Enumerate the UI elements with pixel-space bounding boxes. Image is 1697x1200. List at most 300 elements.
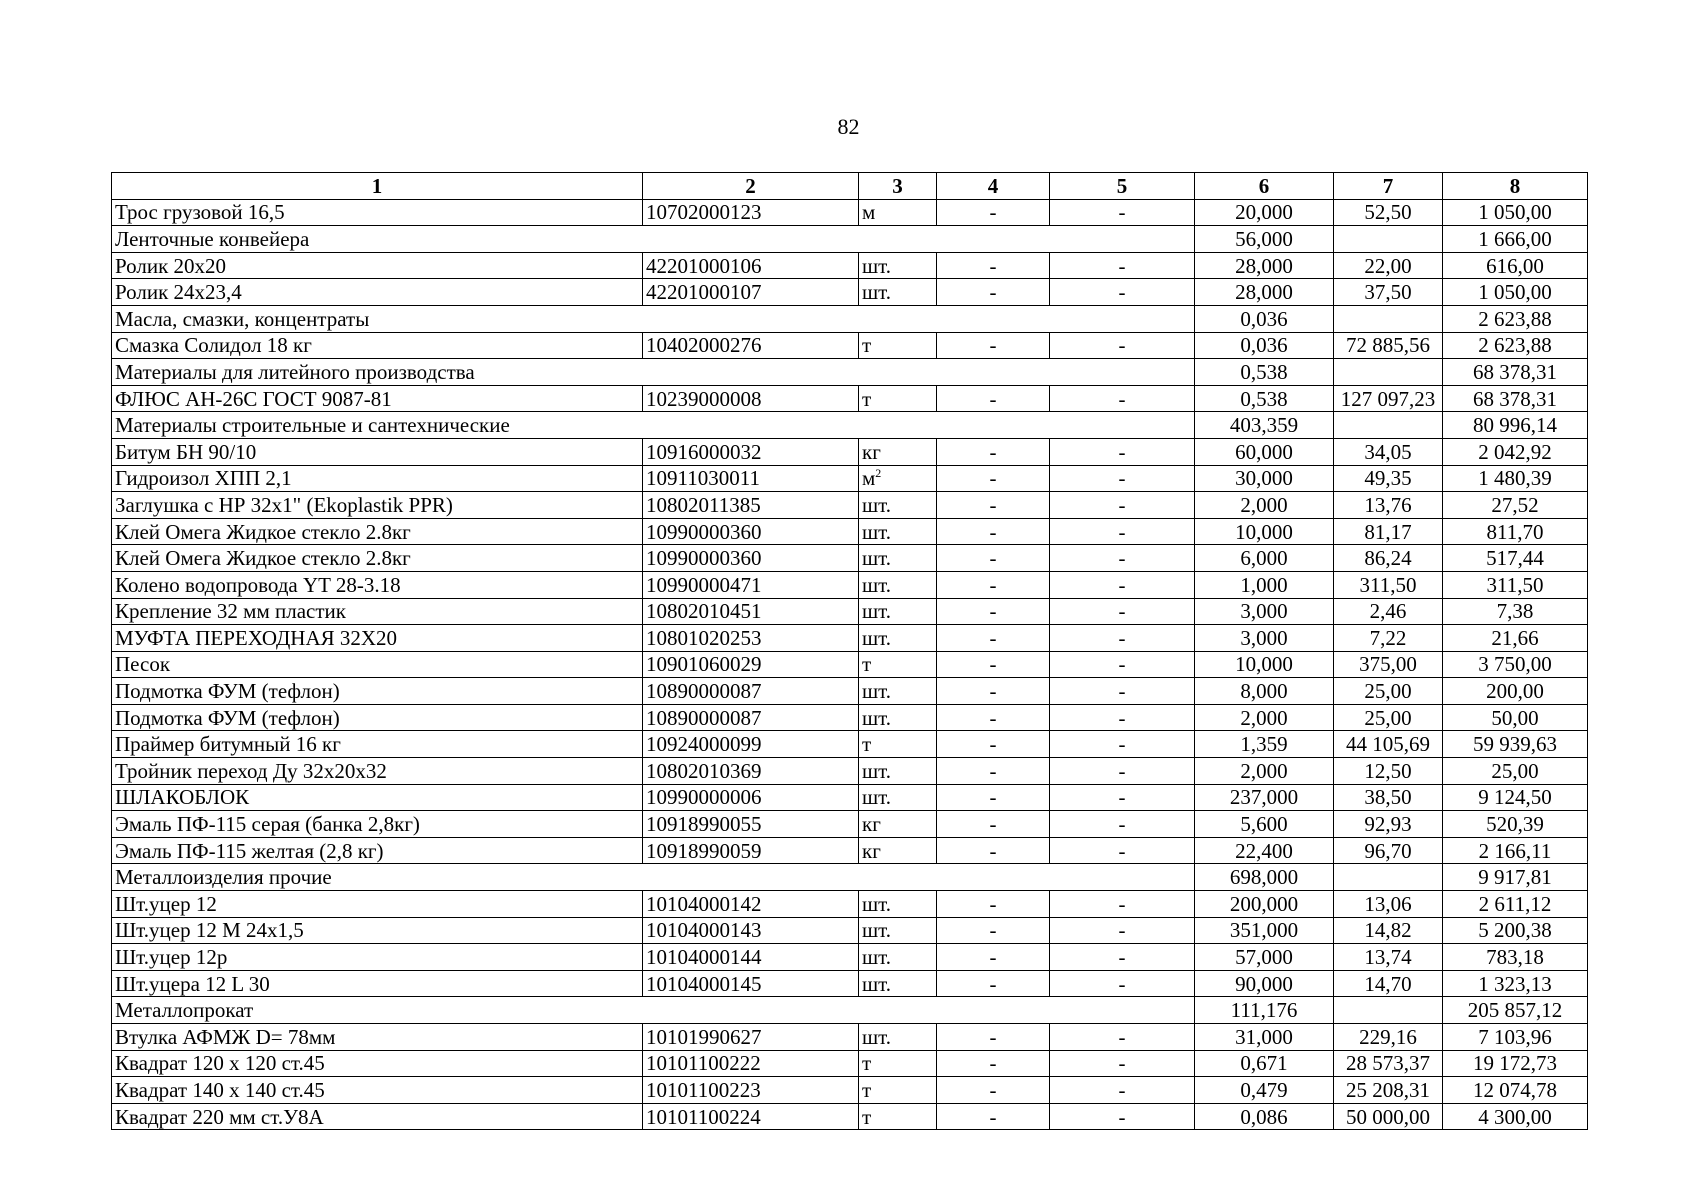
category-qty: 56,000	[1195, 226, 1334, 253]
table-row	[112, 731, 1588, 758]
item-qty: 3,000	[1195, 598, 1334, 625]
item-col4: -	[937, 758, 1050, 785]
item-unit	[859, 1077, 937, 1104]
item-name: Колено водопровода YT 28-3.18	[112, 571, 643, 598]
item-unit-text: шт.	[862, 1024, 892, 1049]
item-col5: -	[1050, 678, 1195, 705]
item-code: 10924000099	[643, 731, 859, 758]
item-code: 10802010451	[643, 598, 859, 625]
item-sum: 19 172,73	[1443, 1050, 1588, 1077]
item-col5: -	[1050, 385, 1195, 412]
item-price: 96,70	[1334, 837, 1443, 864]
item-unit-text: т	[862, 333, 872, 358]
item-price: 25 208,31	[1334, 1077, 1443, 1104]
item-sum: 3 750,00	[1443, 651, 1588, 678]
item-name: Квадрат 220 мм ст.У8А	[112, 1103, 643, 1130]
item-name: Песок	[112, 651, 643, 678]
item-name: Ролик 24х23,4	[112, 279, 643, 306]
item-price: 2,46	[1334, 598, 1443, 625]
category-sum: 1 666,00	[1443, 226, 1588, 253]
table-row	[112, 571, 1588, 598]
item-unit	[859, 625, 937, 652]
table-row	[112, 837, 1588, 864]
item-sum: 2 623,88	[1443, 332, 1588, 359]
item-qty: 3,000	[1195, 625, 1334, 652]
item-col5: -	[1050, 651, 1195, 678]
item-price: 13,06	[1334, 891, 1443, 918]
item-name: Тройник переход Ду 32х20х32	[112, 758, 643, 785]
item-name: Втулка АФМЖ D= 78мм	[112, 1024, 643, 1051]
category-row	[112, 997, 1588, 1024]
category-qty: 111,176	[1195, 997, 1334, 1024]
item-name: Эмаль ПФ-115 желтая (2,8 кг)	[112, 837, 643, 864]
item-col4: -	[937, 1103, 1050, 1130]
item-code: 10801020253	[643, 625, 859, 652]
item-qty: 8,000	[1195, 678, 1334, 705]
table-row	[112, 1077, 1588, 1104]
item-col4: -	[937, 492, 1050, 519]
item-unit	[859, 678, 937, 705]
item-sum: 59 939,63	[1443, 731, 1588, 758]
item-col4: -	[937, 891, 1050, 918]
category-sum: 9 917,81	[1443, 864, 1588, 891]
item-qty: 1,359	[1195, 731, 1334, 758]
item-unit	[859, 1050, 937, 1077]
item-name: Гидроизол ХПП 2,1	[112, 465, 643, 492]
item-col4: -	[937, 252, 1050, 279]
item-unit-text: шт.	[862, 758, 892, 783]
item-price: 34,05	[1334, 438, 1443, 465]
item-price: 229,16	[1334, 1024, 1443, 1051]
item-col4: -	[937, 571, 1050, 598]
category-sum: 80 996,14	[1443, 412, 1588, 439]
table-row	[112, 598, 1588, 625]
item-unit	[859, 598, 937, 625]
item-qty: 237,000	[1195, 784, 1334, 811]
item-unit	[859, 1103, 937, 1130]
item-code: 10901060029	[643, 651, 859, 678]
item-qty: 10,000	[1195, 518, 1334, 545]
category-qty: 698,000	[1195, 864, 1334, 891]
item-col4: -	[937, 917, 1050, 944]
item-code: 10104000145	[643, 970, 859, 997]
item-sum: 12 074,78	[1443, 1077, 1588, 1104]
item-sum: 311,50	[1443, 571, 1588, 598]
category-price	[1334, 864, 1443, 891]
item-sum: 4 300,00	[1443, 1103, 1588, 1130]
item-qty: 10,000	[1195, 651, 1334, 678]
item-qty: 0,479	[1195, 1077, 1334, 1104]
item-unit-text: шт.	[862, 971, 892, 996]
item-col4: -	[937, 518, 1050, 545]
item-unit	[859, 199, 937, 226]
item-col5: -	[1050, 917, 1195, 944]
item-price: 311,50	[1334, 571, 1443, 598]
item-unit	[859, 944, 937, 971]
item-price: 81,17	[1334, 518, 1443, 545]
item-col5: -	[1050, 944, 1195, 971]
category-name: Ленточные конвейера	[112, 226, 1195, 253]
table-row	[112, 385, 1588, 412]
item-unit-text: шт.	[862, 785, 892, 810]
item-name: Трос грузовой 16,5	[112, 199, 643, 226]
item-code: 10911030011	[643, 465, 859, 492]
item-unit-text: шт.	[862, 599, 892, 624]
item-code: 10101100222	[643, 1050, 859, 1077]
item-unit	[859, 758, 937, 785]
table-row	[112, 332, 1588, 359]
item-col4: -	[937, 1077, 1050, 1104]
item-name: Квадрат 120 х 120 ст.45	[112, 1050, 643, 1077]
item-sum: 517,44	[1443, 545, 1588, 572]
item-col5: -	[1050, 571, 1195, 598]
item-price: 44 105,69	[1334, 731, 1443, 758]
category-row	[112, 359, 1588, 386]
item-col5: -	[1050, 279, 1195, 306]
category-price	[1334, 305, 1443, 332]
item-sum: 27,52	[1443, 492, 1588, 519]
page-number: 82	[837, 114, 860, 139]
item-unit-text: шт.	[862, 705, 892, 730]
item-name: Шт.уцер 12	[112, 891, 643, 918]
category-row	[112, 412, 1588, 439]
item-code: 10918990055	[643, 811, 859, 838]
item-col5: -	[1050, 1077, 1195, 1104]
item-unit-text: шт.	[862, 918, 892, 943]
item-col4: -	[937, 784, 1050, 811]
category-price	[1334, 359, 1443, 386]
item-unit-text: кг	[862, 812, 881, 837]
item-col4: -	[937, 1024, 1050, 1051]
item-unit	[859, 704, 937, 731]
item-sum: 200,00	[1443, 678, 1588, 705]
category-name: Металлопрокат	[112, 997, 1195, 1024]
item-col4: -	[937, 944, 1050, 971]
item-unit-text: т	[862, 652, 872, 677]
item-name: Смазка Солидол 18 кг	[112, 332, 643, 359]
item-qty: 22,400	[1195, 837, 1334, 864]
item-price: 14,70	[1334, 970, 1443, 997]
item-unit	[859, 279, 937, 306]
table-row	[112, 199, 1588, 226]
table-row	[112, 518, 1588, 545]
item-col5: -	[1050, 598, 1195, 625]
item-name: Битум БН 90/10	[112, 438, 643, 465]
item-price: 72 885,56	[1334, 332, 1443, 359]
item-name: ШЛАКОБЛОК	[112, 784, 643, 811]
item-sum: 2 611,12	[1443, 891, 1588, 918]
item-qty: 30,000	[1195, 465, 1334, 492]
item-sum: 1 050,00	[1443, 279, 1588, 306]
item-code: 10104000143	[643, 917, 859, 944]
item-name: Заглушка с НР 32х1" (Ekoplastik PPR)	[112, 492, 643, 519]
table-row	[112, 811, 1588, 838]
item-qty: 6,000	[1195, 545, 1334, 572]
category-qty: 0,036	[1195, 305, 1334, 332]
item-qty: 57,000	[1195, 944, 1334, 971]
item-col5: -	[1050, 1024, 1195, 1051]
column-header: 7	[1334, 173, 1443, 200]
item-qty: 0,671	[1195, 1050, 1334, 1077]
item-qty: 90,000	[1195, 970, 1334, 997]
item-unit-text: шт.	[862, 546, 892, 571]
item-unit-text: шт.	[862, 492, 892, 517]
item-unit-text: т	[862, 732, 872, 757]
item-col4: -	[937, 545, 1050, 572]
item-qty: 20,000	[1195, 199, 1334, 226]
item-unit	[859, 784, 937, 811]
item-qty: 0,086	[1195, 1103, 1334, 1130]
item-col5: -	[1050, 837, 1195, 864]
item-unit	[859, 571, 937, 598]
table-body	[112, 199, 1588, 1130]
item-col4: -	[937, 465, 1050, 492]
item-price: 49,35	[1334, 465, 1443, 492]
item-code: 10990000006	[643, 784, 859, 811]
column-header: 1	[112, 173, 643, 200]
category-row	[112, 864, 1588, 891]
item-sum: 9 124,50	[1443, 784, 1588, 811]
category-name: Материалы строительные и сантехнические	[112, 412, 1195, 439]
item-price: 50 000,00	[1334, 1103, 1443, 1130]
item-code: 42201000106	[643, 252, 859, 279]
item-qty: 2,000	[1195, 492, 1334, 519]
item-col5: -	[1050, 731, 1195, 758]
item-name: Клей Омега Жидкое стекло 2.8кг	[112, 545, 643, 572]
item-unit	[859, 465, 937, 492]
table-row	[112, 970, 1588, 997]
item-name: Крепление 32 мм пластик	[112, 598, 643, 625]
item-code: 10104000142	[643, 891, 859, 918]
item-col4: -	[937, 279, 1050, 306]
item-sum: 616,00	[1443, 252, 1588, 279]
item-col4: -	[937, 837, 1050, 864]
item-price: 13,76	[1334, 492, 1443, 519]
item-name: Клей Омега Жидкое стекло 2.8кг	[112, 518, 643, 545]
item-name: Шт.уцер 12р	[112, 944, 643, 971]
item-unit-text: м	[862, 466, 876, 491]
item-code: 10990000360	[643, 518, 859, 545]
item-col4: -	[937, 811, 1050, 838]
item-sum: 21,66	[1443, 625, 1588, 652]
item-col4: -	[937, 598, 1050, 625]
inventory-table	[111, 172, 1588, 1130]
item-col4: -	[937, 970, 1050, 997]
item-sum: 1 480,39	[1443, 465, 1588, 492]
item-price: 92,93	[1334, 811, 1443, 838]
item-qty: 0,036	[1195, 332, 1334, 359]
category-row	[112, 226, 1588, 253]
item-sum: 2 166,11	[1443, 837, 1588, 864]
item-sum: 1 323,13	[1443, 970, 1588, 997]
table-row	[112, 492, 1588, 519]
item-col4: -	[937, 332, 1050, 359]
item-price: 28 573,37	[1334, 1050, 1443, 1077]
table-row	[112, 651, 1588, 678]
item-unit	[859, 438, 937, 465]
item-name: Эмаль ПФ-115 серая (банка 2,8кг)	[112, 811, 643, 838]
item-qty: 0,538	[1195, 385, 1334, 412]
item-name: МУФТА ПЕРЕХОДНАЯ 32Х20	[112, 625, 643, 652]
item-unit	[859, 1024, 937, 1051]
table-row	[112, 758, 1588, 785]
item-qty: 351,000	[1195, 917, 1334, 944]
item-qty: 28,000	[1195, 279, 1334, 306]
item-col5: -	[1050, 625, 1195, 652]
item-unit	[859, 385, 937, 412]
item-unit	[859, 518, 937, 545]
item-price: 25,00	[1334, 678, 1443, 705]
table-row	[112, 704, 1588, 731]
item-price: 14,82	[1334, 917, 1443, 944]
item-col5: -	[1050, 704, 1195, 731]
category-name: Материалы для литейного производства	[112, 359, 1195, 386]
item-price: 13,74	[1334, 944, 1443, 971]
table-row	[112, 465, 1588, 492]
item-sum: 2 042,92	[1443, 438, 1588, 465]
item-unit	[859, 970, 937, 997]
item-code: 10990000360	[643, 545, 859, 572]
item-col4: -	[937, 704, 1050, 731]
item-unit-text: шт.	[862, 253, 892, 278]
item-col4: -	[937, 1050, 1050, 1077]
item-price: 12,50	[1334, 758, 1443, 785]
item-col5: -	[1050, 758, 1195, 785]
item-col4: -	[937, 678, 1050, 705]
item-unit-text: шт.	[862, 572, 892, 597]
category-sum: 205 857,12	[1443, 997, 1588, 1024]
item-col5: -	[1050, 891, 1195, 918]
item-code: 10101100223	[643, 1077, 859, 1104]
item-col4: -	[937, 199, 1050, 226]
item-unit	[859, 332, 937, 359]
item-unit	[859, 811, 937, 838]
item-unit	[859, 545, 937, 572]
item-unit	[859, 917, 937, 944]
table-row	[112, 625, 1588, 652]
item-unit-text: т	[862, 1077, 872, 1102]
category-qty: 403,359	[1195, 412, 1334, 439]
item-sum: 25,00	[1443, 758, 1588, 785]
item-sum: 5 200,38	[1443, 917, 1588, 944]
item-qty: 5,600	[1195, 811, 1334, 838]
item-qty: 2,000	[1195, 758, 1334, 785]
item-col5: -	[1050, 1103, 1195, 1130]
item-sum: 7,38	[1443, 598, 1588, 625]
item-code: 10239000008	[643, 385, 859, 412]
item-col5: -	[1050, 465, 1195, 492]
item-name: Шт.уцер 12 М 24х1,5	[112, 917, 643, 944]
item-unit-text: кг	[862, 838, 881, 863]
table-row	[112, 784, 1588, 811]
item-col5: -	[1050, 199, 1195, 226]
item-qty: 2,000	[1195, 704, 1334, 731]
item-unit-text: т	[862, 1051, 872, 1076]
item-name: Праймер битумный 16 кг	[112, 731, 643, 758]
item-code: 10101990627	[643, 1024, 859, 1051]
item-col4: -	[937, 385, 1050, 412]
item-name: Шт.уцера 12 L 30	[112, 970, 643, 997]
category-name: Металлоизделия прочие	[112, 864, 1195, 891]
table-row	[112, 438, 1588, 465]
item-unit-text: шт.	[862, 519, 892, 544]
item-col5: -	[1050, 492, 1195, 519]
item-code: 10702000123	[643, 199, 859, 226]
item-unit	[859, 731, 937, 758]
item-code: 10890000087	[643, 678, 859, 705]
item-qty: 60,000	[1195, 438, 1334, 465]
item-price: 37,50	[1334, 279, 1443, 306]
column-header: 4	[937, 173, 1050, 200]
item-col5: -	[1050, 545, 1195, 572]
item-code: 10101100224	[643, 1103, 859, 1130]
item-name: ФЛЮС АН-26С ГОСТ 9087-81	[112, 385, 643, 412]
item-price: 375,00	[1334, 651, 1443, 678]
item-code: 10802010369	[643, 758, 859, 785]
table-row	[112, 1024, 1588, 1051]
item-name: Квадрат 140 х 140 ст.45	[112, 1077, 643, 1104]
item-unit-text: кг	[862, 439, 881, 464]
column-header: 3	[859, 173, 937, 200]
item-col5: -	[1050, 518, 1195, 545]
item-unit-text: шт.	[862, 280, 892, 305]
item-code: 10990000471	[643, 571, 859, 598]
category-sum: 68 378,31	[1443, 359, 1588, 386]
item-col5: -	[1050, 811, 1195, 838]
item-price: 86,24	[1334, 545, 1443, 572]
column-header: 6	[1195, 173, 1334, 200]
item-code: 10802011385	[643, 492, 859, 519]
item-code: 42201000107	[643, 279, 859, 306]
table-row	[112, 944, 1588, 971]
item-price: 127 097,23	[1334, 385, 1443, 412]
item-col4: -	[937, 625, 1050, 652]
item-unit-text: шт.	[862, 891, 892, 916]
item-sum: 50,00	[1443, 704, 1588, 731]
header-row	[112, 173, 1588, 200]
item-col5: -	[1050, 784, 1195, 811]
item-sum: 1 050,00	[1443, 199, 1588, 226]
table-row	[112, 1103, 1588, 1130]
item-code: 10104000144	[643, 944, 859, 971]
item-code: 10402000276	[643, 332, 859, 359]
item-unit-text: т	[862, 1104, 872, 1129]
item-sum: 68 378,31	[1443, 385, 1588, 412]
item-sum: 520,39	[1443, 811, 1588, 838]
table-row	[112, 1050, 1588, 1077]
item-sum: 811,70	[1443, 518, 1588, 545]
item-code: 10916000032	[643, 438, 859, 465]
item-sum: 783,18	[1443, 944, 1588, 971]
item-col5: -	[1050, 1050, 1195, 1077]
item-code: 10918990059	[643, 837, 859, 864]
category-price	[1334, 412, 1443, 439]
category-row	[112, 305, 1588, 332]
item-unit	[859, 891, 937, 918]
item-name: Подмотка ФУМ (тефлон)	[112, 704, 643, 731]
item-price: 38,50	[1334, 784, 1443, 811]
item-price: 7,22	[1334, 625, 1443, 652]
item-unit-text: шт.	[862, 945, 892, 970]
item-col5: -	[1050, 438, 1195, 465]
item-unit	[859, 837, 937, 864]
table-row	[112, 279, 1588, 306]
category-price	[1334, 226, 1443, 253]
column-header: 2	[643, 173, 859, 200]
table-row	[112, 545, 1588, 572]
item-unit-text: шт.	[862, 679, 892, 704]
item-price: 52,50	[1334, 199, 1443, 226]
